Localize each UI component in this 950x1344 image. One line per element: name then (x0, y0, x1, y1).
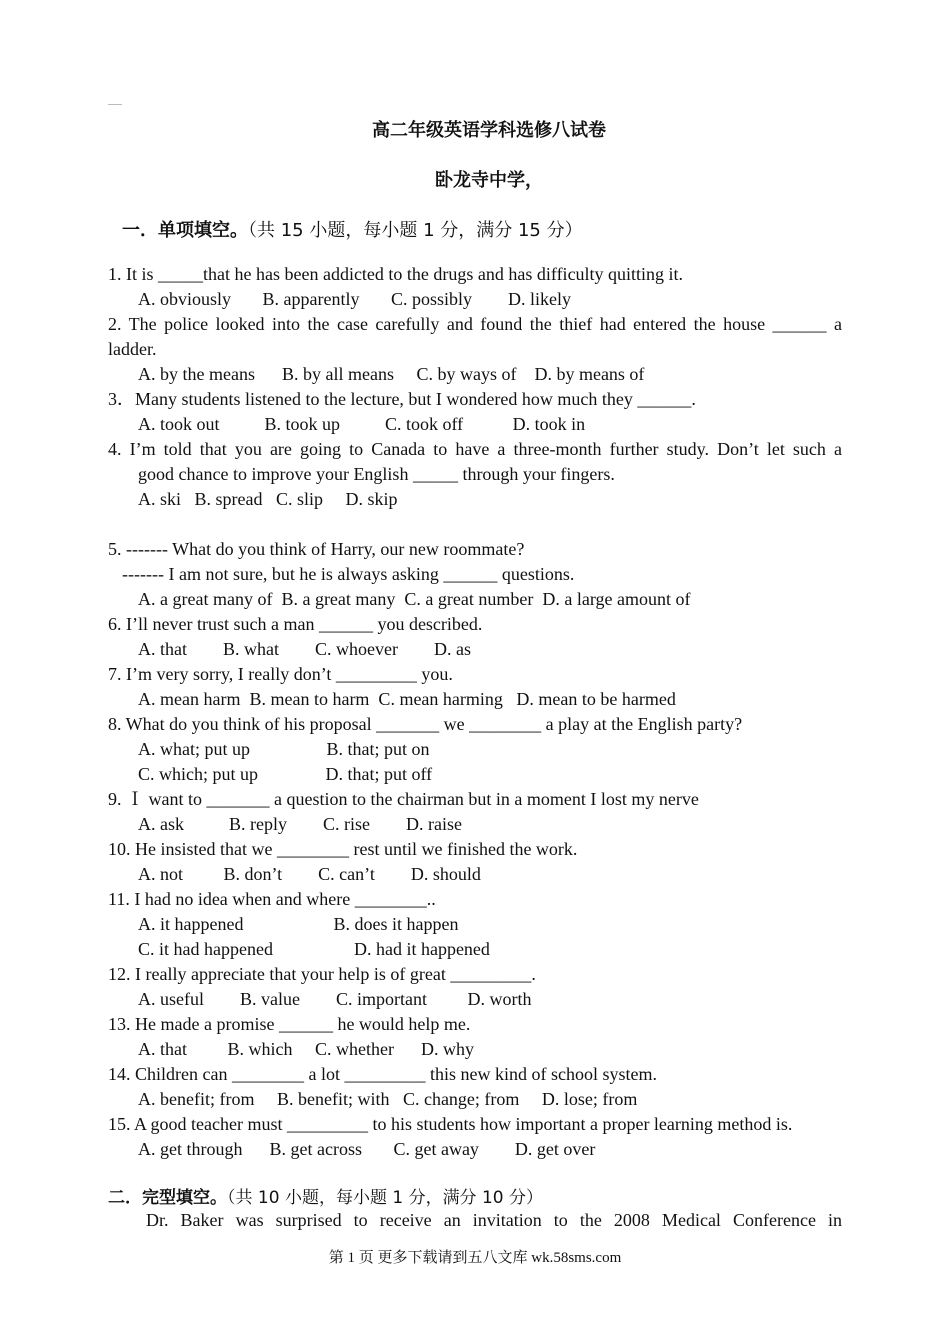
blank-line (108, 512, 842, 537)
answer-options: C. which; put up D. that; put off (138, 764, 433, 784)
question-line: 15. A good teacher must _________ to his students how important a proper learning method is. (108, 1114, 793, 1134)
question-line: 7. I’m very sorry, I really don’t _________ you. (108, 664, 453, 684)
section-2-title: 二．完型填空。 (108, 1188, 227, 1208)
question-line: 4. I’m told that you are going to Canada to have a three-month further study. Don’t let such a (108, 439, 842, 459)
section-1-title: 一．单项填空。 (122, 220, 248, 241)
answer-options: A. by the means B. by all means C. by ways of D. by means of (138, 364, 645, 384)
answer-options: A. obviously B. apparently C. possibly D. likely (138, 289, 571, 309)
question-line: 1. It is _____that he has been addicted to the drugs and has difficulty quitting it. (108, 264, 684, 284)
question-line: 5. ------- What do you think of Harry, our new roommate? (108, 539, 525, 559)
answer-options: A. a great many of B. a great many C. a great number D. a large amount of (138, 589, 691, 609)
question-line: 14. Children can ________ a lot _________ this new kind of school system. (108, 1064, 657, 1084)
answer-options: A. ski B. spread C. slip D. skip (138, 489, 398, 509)
answer-options: A. it happened B. does it happen (138, 914, 459, 934)
question-line: 11. I had no idea when and where ________.. (108, 889, 436, 909)
question-line: 13. He made a promise ______ he would help me. (108, 1014, 471, 1034)
section-1-heading (122, 216, 583, 242)
answer-options: A. mean harm B. mean to harm C. mean harming D. mean to be harmed (138, 689, 676, 709)
question-line: 9. Ｉ want to _______ a question to the chairman but in a moment I lost my nerve (108, 789, 699, 809)
cloze-paragraph: Dr. Baker was surprised to receive an invitation to the 2008 Medical Conference in (146, 1210, 842, 1230)
question-line: 8. What do you think of his proposal _______ we ________ a play at the English party? (108, 714, 743, 734)
answer-options: A. get through B. get across C. get away D. get over (138, 1139, 596, 1159)
section-2-note: （共 10 小题，每小题 1 分，满分 10 分） (227, 1188, 544, 1208)
question-line: ladder. (108, 339, 157, 359)
corner-mark (108, 104, 122, 105)
answer-options: C. it had happened D. had it happened (138, 939, 490, 959)
answer-options: A. what; put up B. that; put on (138, 739, 430, 759)
answer-options: A. that B. what C. whoever D. as (138, 639, 471, 659)
section-1-note: （共 15 小题，每小题 1 分，满分 15 分） (248, 220, 583, 241)
section-2-heading (108, 1183, 543, 1208)
answer-options: A. useful B. value C. important D. worth (138, 989, 532, 1009)
question-line: 3．Many students listened to the lecture, but I wondered how much they ______. (108, 389, 696, 409)
question-line: 10. He insisted that we ________ rest until we finished the work. (108, 839, 578, 859)
question-line: 6. I’ll never trust such a man ______ you described. (108, 614, 483, 634)
question-list (108, 262, 842, 1162)
question-line: 2. The police looked into the case carefully and found the thief had entered the house ______ a (108, 314, 842, 334)
answer-options: A. benefit; from B. benefit; with C. change; from D. lose; from (138, 1089, 638, 1109)
question-line: 12. I really appreciate that your help is of great _________. (108, 964, 536, 984)
answer-options: A. that B. which C. whether D. why (138, 1039, 474, 1059)
question-line: good chance to improve your English _____ through your fingers. (138, 464, 615, 484)
answer-options: A. took out B. took up C. took off D. took in (138, 414, 586, 434)
question-line: ------- I am not sure, but he is always asking ______ questions. (122, 564, 575, 584)
page-title: 高二年级英语学科选修八试卷 (372, 120, 606, 141)
page-footer: 第 1 页 更多下载请到五八文库 wk.58sms.com (328, 1250, 622, 1266)
school-name: 卧龙寺中学， (435, 170, 543, 191)
answer-options: A. not B. don’t C. can’t D. should (138, 864, 481, 884)
answer-options: A. ask B. reply C. rise D. raise (138, 814, 462, 834)
